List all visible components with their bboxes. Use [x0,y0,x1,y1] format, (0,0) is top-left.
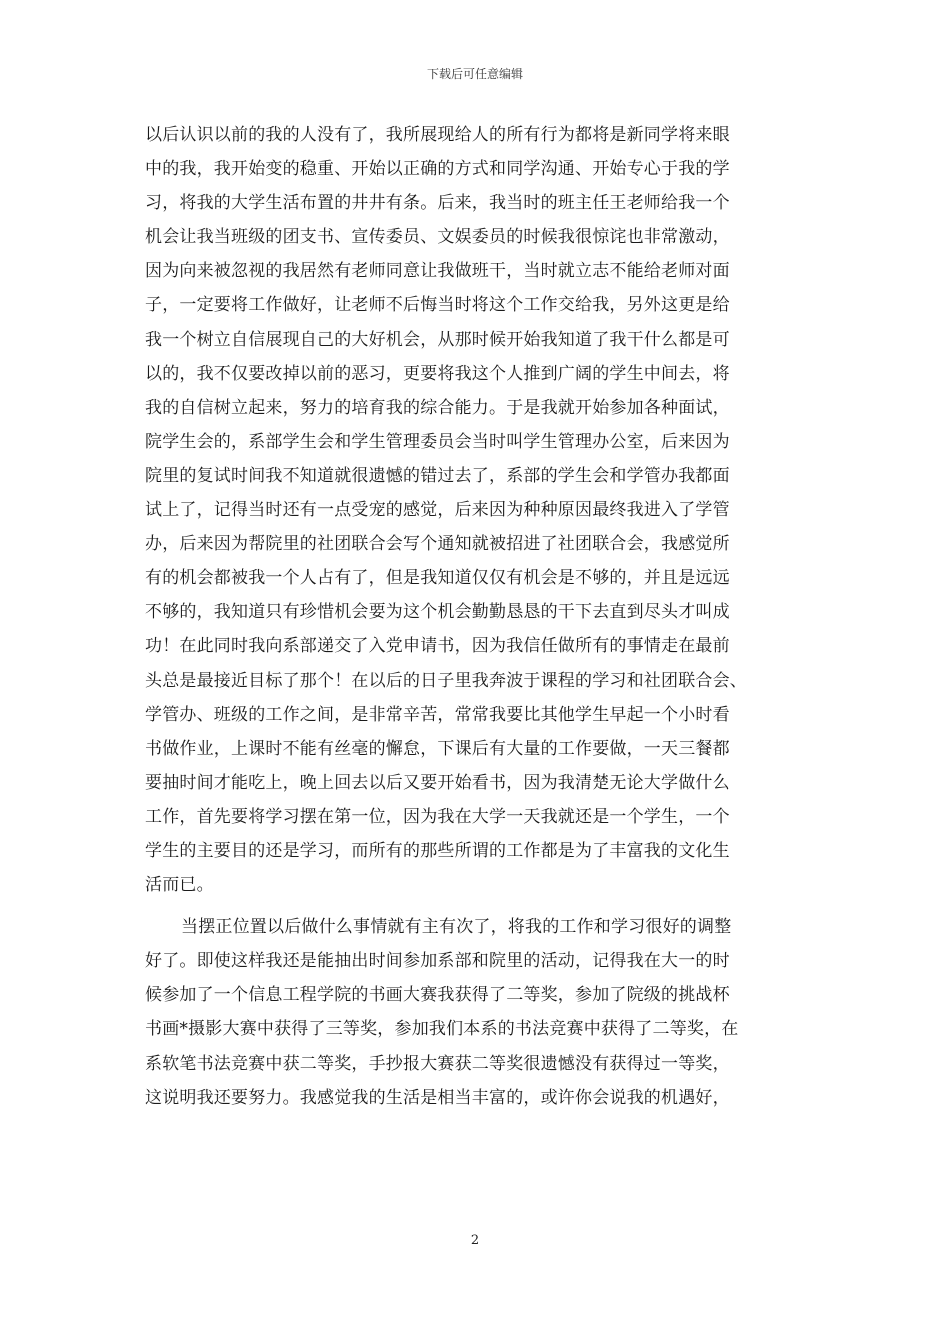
text-line: 工作，首先要将学习摆在第一位，因为我在大学一天我就还是一个学生，一个 [145,806,730,827]
text-line: 院里的复试时间我不知道就很遗憾的错过去了，系部的学生会和学管办我都面 [145,465,730,486]
text-line: 以的，我不仅要改掉以前的恶习，更要将我这个人推到广阔的学生中间去，将 [145,363,730,384]
text-line: 不够的，我知道只有珍惜机会要为这个机会勤勤恳恳的干下去直到尽头才叫成 [145,602,730,623]
text-line-first-indented: 当摆正位置以后做什么事情就有主有次了，将我的工作和学习很好的调整 [181,917,732,938]
paragraph-1 [145,118,805,902]
page-header: 下载后可任意编辑 [426,67,523,81]
text-line: 机会让我当班级的团支书、宣传委员、文娱委员的时候我很惊诧也非常激动， [145,227,730,248]
text-line: 子，一定要将工作做好，让老师不后悔当时将这个工作交给我，另外这更是给 [145,295,730,316]
text-line: 有的机会都被我一个人占有了，但是我知道仅仅有机会是不够的，并且是远远 [145,568,730,589]
text-line: 中的我，我开始变的稳重、开始以正确的方式和同学沟通、开始专心于我的学 [145,159,730,180]
text-line: 候参加了一个信息工程学院的书画大赛我获得了二等奖，参加了院级的挑战杯 [145,985,730,1006]
text-line: 办，后来因为帮院里的社团联合会写个通知就被招进了社团联合会，我感觉所 [145,534,730,555]
text-line: 头总是最接近目标了那个！在以后的日子里我奔波于课程的学习和社团联合会、 [145,670,747,691]
text-line: 功！在此同时我向系部递交了入党申请书，因为我信任做所有的事情走在最前 [145,636,730,657]
text-line: 院学生会的，系部学生会和学生管理委员会当时叫学生管理办公室，后来因为 [145,431,730,452]
text-line: 好了。即使这样我还是能抽出时间参加系部和院里的活动，记得我在大一的时 [145,951,730,972]
text-line: 这说明我还要努力。我感觉我的生活是相当丰富的，或许你会说我的机遇好， [145,1087,730,1108]
text-line: 系软笔书法竞赛中获二等奖，手抄报大赛获二等奖很遗憾没有获得过一等奖， [145,1053,730,1074]
text-line: 学生的主要目的还是学习，而所有的那些所谓的工作都是为了丰富我的文化生 [145,840,730,861]
text-line: 因为向来被忽视的我居然有老师同意让我做班干，当时就立志不能给老师对面 [145,261,730,282]
text-line: 习，将我的大学生活布置的井井有条。后来，我当时的班主任王老师给我一个 [145,193,730,214]
text-line: 我一个树立自信展现自己的大好机会，从那时候开始我知道了我干什么都是可 [145,329,730,350]
text-line: 学管办、班级的工作之间，是非常辛苦，常常我要比其他学生早起一个小时看 [145,704,730,725]
text-line: 试上了，记得当时还有一点受宠的感觉，后来因为种种原因最终我进入了学管 [145,500,730,521]
text-line: 书画*摄影大赛中获得了三等奖，参加我们本系的书法竞赛中获得了二等奖，在 [145,1019,739,1040]
text-line: 书做作业，上课时不能有丝毫的懈怠，下课后有大量的工作要做，一天三餐都 [145,738,730,759]
text-line: 要抽时间才能吃上，晚上回去以后又要开始看书，因为我清楚无论大学做什么 [145,772,730,793]
paragraph-spacer [145,902,805,910]
text-line: 活而已。 [145,875,214,896]
text-line: 以后认识以前的我的人没有了，我所展现给人的所有行为都将是新同学将来眼 [145,125,730,145]
paragraph-2 [145,910,805,1115]
page-number: 2 [470,1233,480,1248]
document-body [145,118,805,1115]
text-line: 我的自信树立起来，努力的培育我的综合能力。于是我就开始参加各种面试， [145,397,730,418]
